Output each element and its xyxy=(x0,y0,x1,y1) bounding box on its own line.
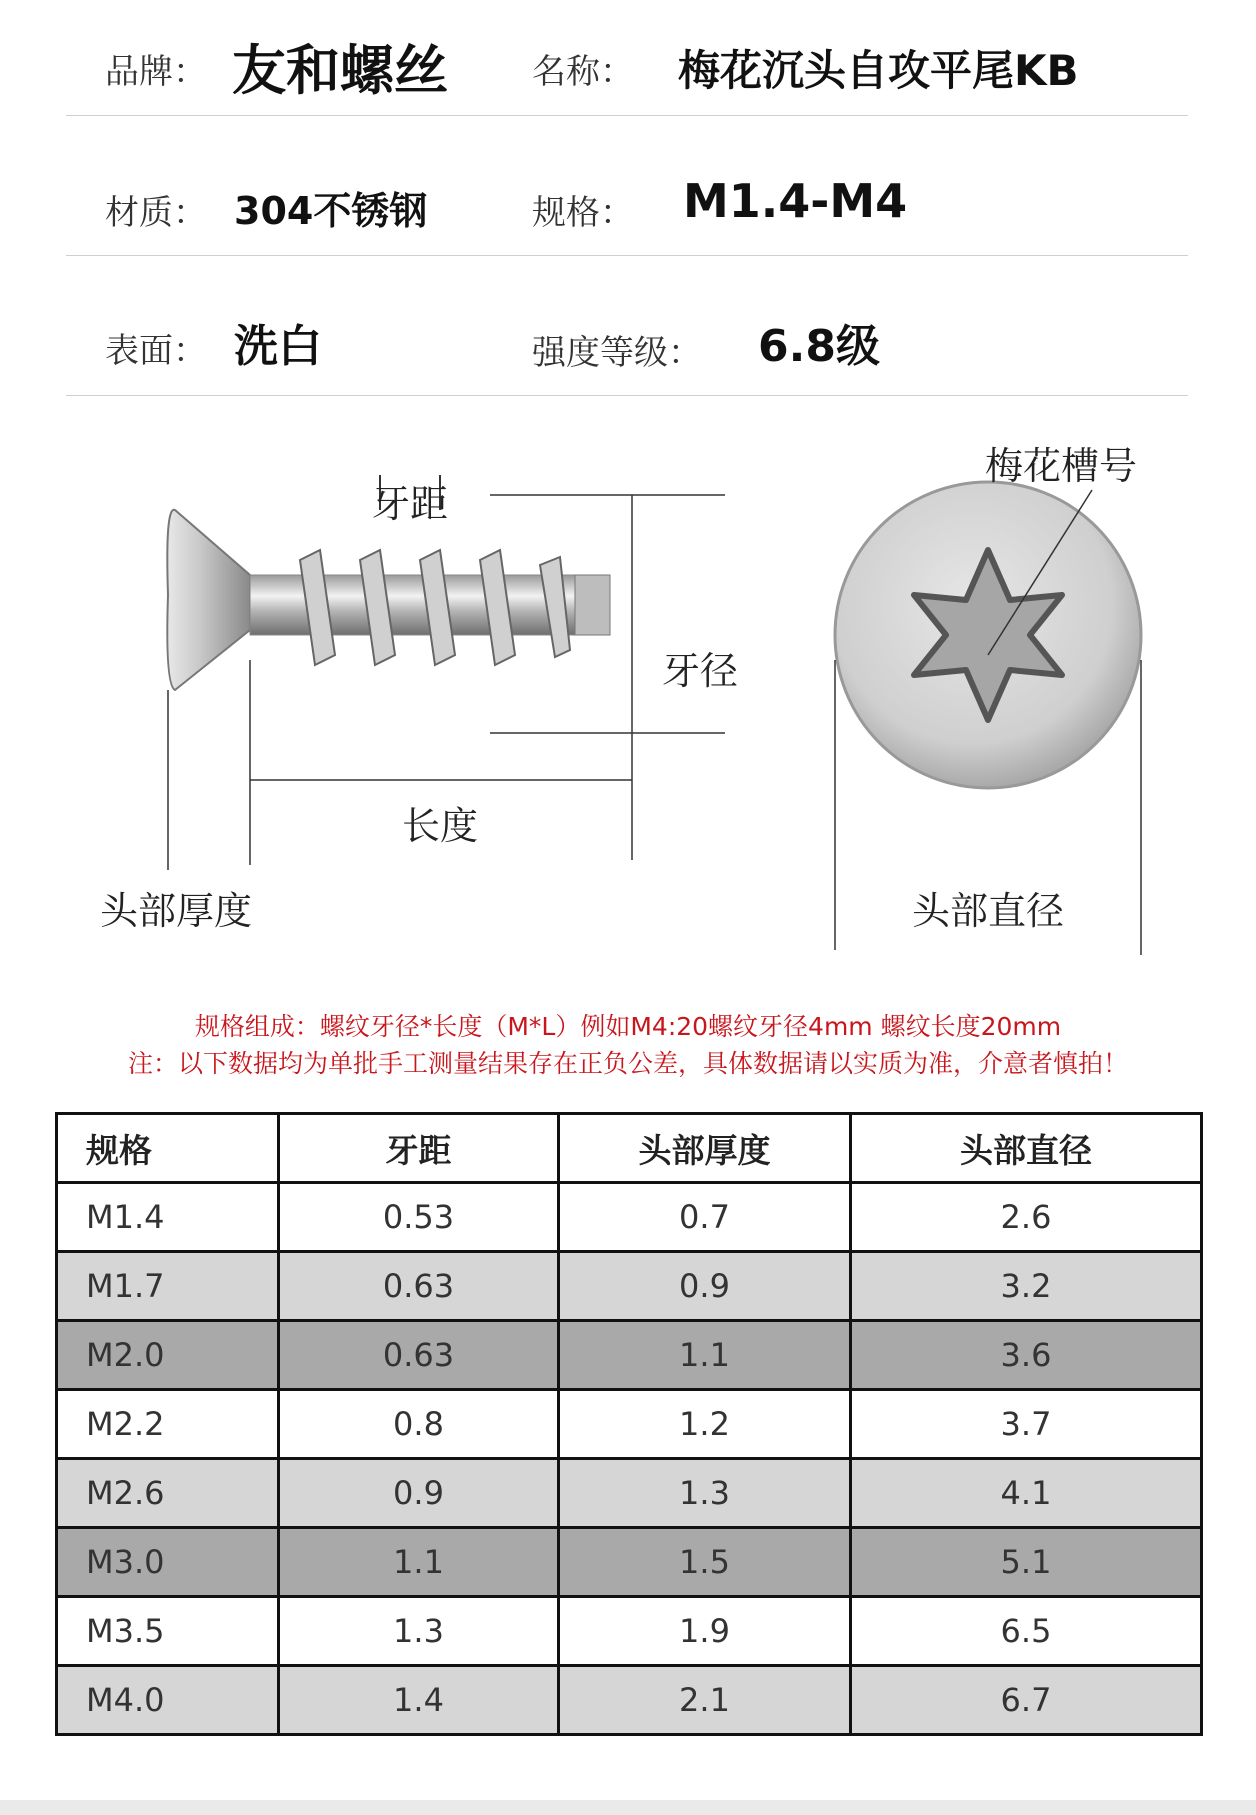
spec-table xyxy=(55,1112,1203,1736)
table-cell: 0.9 xyxy=(279,1459,559,1528)
header-pitch: 牙距 xyxy=(279,1114,559,1183)
table-row xyxy=(57,1183,1202,1252)
screw-diagram xyxy=(0,395,1256,955)
table-cell: 1.3 xyxy=(559,1459,851,1528)
size-value: M1.4-M4 xyxy=(683,174,908,228)
table-row xyxy=(57,1390,1202,1459)
table-cell: 1.2 xyxy=(559,1390,851,1459)
table-cell: 2.6 xyxy=(851,1183,1202,1252)
head-thickness-label: 头部厚度 xyxy=(100,889,253,933)
table-row xyxy=(57,1321,1202,1390)
grade-label: 强度等级： xyxy=(532,333,702,373)
table-row xyxy=(57,1252,1202,1321)
material-value: 304不锈钢 xyxy=(234,189,428,233)
table-cell: 1.5 xyxy=(559,1528,851,1597)
header-head-thickness: 头部厚度 xyxy=(559,1114,851,1183)
table-row xyxy=(57,1459,1202,1528)
divider xyxy=(66,115,1188,116)
table-cell: 0.9 xyxy=(559,1252,851,1321)
table-row xyxy=(57,1666,1202,1735)
table-cell: 1.3 xyxy=(279,1597,559,1666)
table-cell: 1.1 xyxy=(279,1528,559,1597)
table-cell: 1.4 xyxy=(279,1666,559,1735)
grade-value: 6.8级 xyxy=(758,321,880,372)
table-cell: M1.7 xyxy=(57,1252,279,1321)
table-cell: 6.7 xyxy=(851,1666,1202,1735)
table-cell: 1.9 xyxy=(559,1597,851,1666)
length-label: 长度 xyxy=(402,804,479,848)
brand-label: 品牌： xyxy=(105,52,207,92)
divider xyxy=(66,255,1188,256)
table-cell: M4.0 xyxy=(57,1666,279,1735)
torx-slot-label: 梅花槽号 xyxy=(985,444,1138,488)
table-cell: M2.6 xyxy=(57,1459,279,1528)
table-header-row xyxy=(57,1114,1202,1183)
table-cell: 0.53 xyxy=(279,1183,559,1252)
surface-value: 洗白 xyxy=(234,321,322,372)
table-cell: 4.1 xyxy=(851,1459,1202,1528)
table-cell: 3.6 xyxy=(851,1321,1202,1390)
surface-label: 表面： xyxy=(105,331,207,371)
table-row xyxy=(57,1528,1202,1597)
table-cell: 2.1 xyxy=(559,1666,851,1735)
name-value: 梅花沉头自攻平尾KB xyxy=(678,46,1079,95)
table-cell: M3.5 xyxy=(57,1597,279,1666)
table-cell: M2.2 xyxy=(57,1390,279,1459)
bottom-bar xyxy=(0,1800,1256,1815)
screw-tip xyxy=(575,575,610,635)
disclaimer-note: 注：以下数据均为单批手工测量结果存在正负公差，具体数据请以实质为准，介意者慎拍！ xyxy=(127,1049,1128,1078)
pitch-label: 牙距 xyxy=(372,482,449,526)
table-cell: 1.1 xyxy=(559,1321,851,1390)
size-label: 规格： xyxy=(532,193,634,233)
table-cell: M1.4 xyxy=(57,1183,279,1252)
table-cell: 6.5 xyxy=(851,1597,1202,1666)
spec-format-note: 规格组成：螺纹牙径*长度（M*L）例如M4:20螺纹牙径4mm 螺纹长度20mm xyxy=(194,1012,1062,1041)
header-head-diameter: 头部直径 xyxy=(851,1114,1202,1183)
table-cell: 0.63 xyxy=(279,1321,559,1390)
table-cell: 3.2 xyxy=(851,1252,1202,1321)
name-label: 名称： xyxy=(532,52,634,92)
table-cell: 0.7 xyxy=(559,1183,851,1252)
head-diameter-label: 头部直径 xyxy=(912,889,1065,933)
table-cell: 0.63 xyxy=(279,1252,559,1321)
screw-head xyxy=(167,510,250,690)
table-cell: M2.0 xyxy=(57,1321,279,1390)
header-size: 规格 xyxy=(57,1114,279,1183)
thread-diameter-label: 牙径 xyxy=(662,649,739,693)
table-cell: 5.1 xyxy=(851,1528,1202,1597)
table-cell: M3.0 xyxy=(57,1528,279,1597)
material-label: 材质： xyxy=(105,193,207,233)
table-cell: 0.8 xyxy=(279,1390,559,1459)
brand-value: 友和螺丝 xyxy=(232,39,448,102)
table-row xyxy=(57,1597,1202,1666)
table-cell: 3.7 xyxy=(851,1390,1202,1459)
